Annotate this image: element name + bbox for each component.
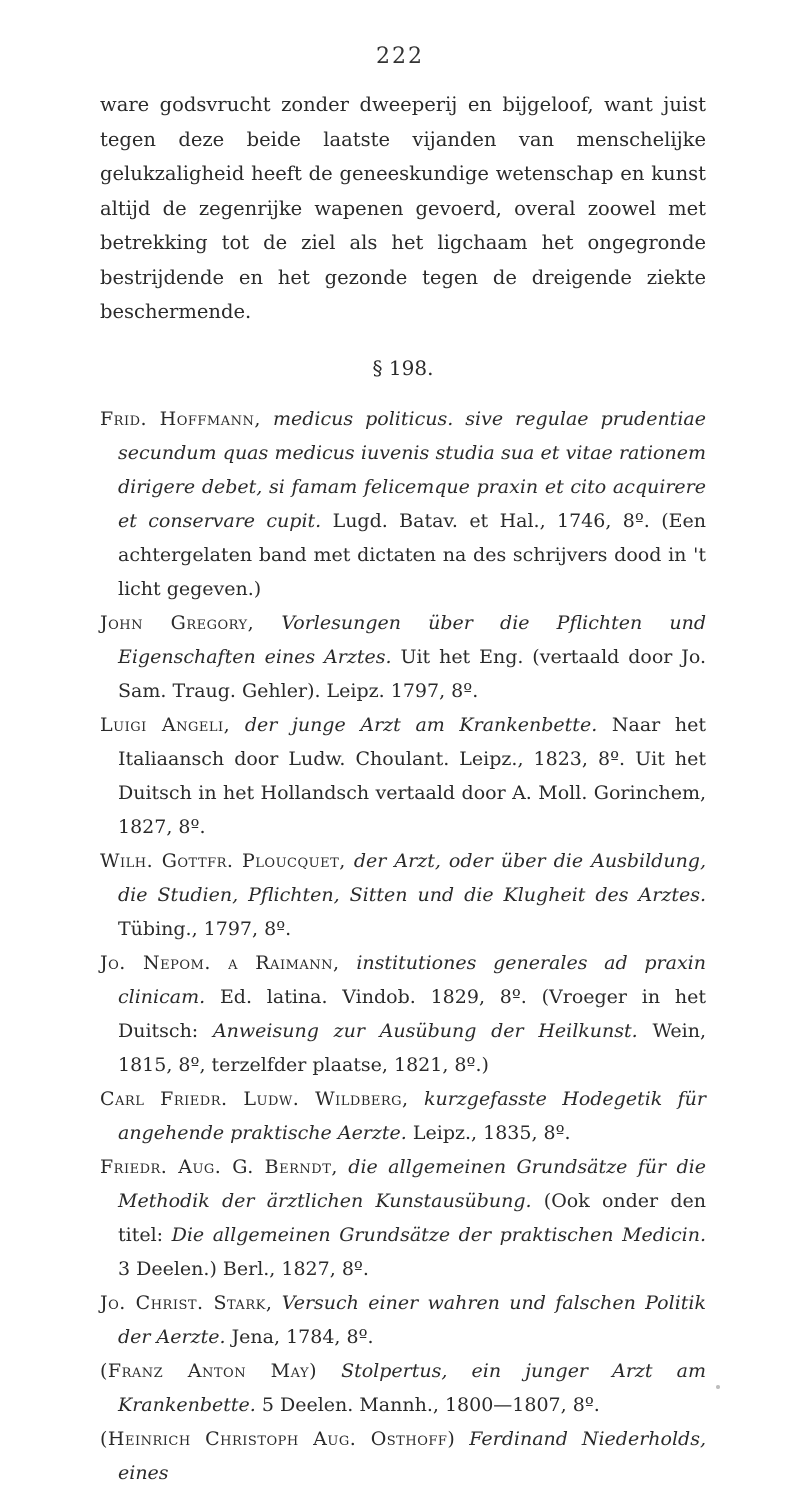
entry-author: Frid. Hoffmann, <box>100 407 261 430</box>
entry-title: Ferdinand Niederholds, eines <box>118 1427 706 1484</box>
intro-paragraph: ware godsvrucht zonder dweeperij en bijgeloof, want juist tegen deze beide laatste vijanden van menschelijke gelukzaligheid heeft de geneeskundige wetenschap en kunst altijd de zegenrijke wapenen gevoerd, overal zoowel met betrekking tot de ziel als het ligchaam het ongegronde bestrijdende en het gezonde tegen de dreigende ziekte beschermende. <box>100 93 706 323</box>
entry-alt-title: Die allgemeinen Grundsätze der praktischen Medicin. <box>171 1223 706 1246</box>
entry-author: Jo. Christ. Stark, <box>100 1291 273 1314</box>
entry-details: Uit het Eng. (vertaald door Jo. Sam. Traug. Gehler). Leipz. 1797, 8º. <box>118 645 707 702</box>
entry-details: Ed. latina. Vindob. 1829, 8º. (Vroeger in het Duitsch: <box>118 985 706 1042</box>
entry-title: die allgemeinen Grundsätze für die Methodik der ärztlichen Kunstausübung. <box>118 1155 706 1212</box>
entry-title: kurzgefasste Hodegetik für angehende praktische Aerzte. <box>118 1087 707 1144</box>
bibliography-entry <box>100 606 706 708</box>
page-number: 222 <box>376 44 424 69</box>
bibliography-entry <box>100 1082 706 1150</box>
entry-details: Tübing., 1797, 8º. <box>118 917 292 940</box>
entry-details: Naar het Italiaansch door Ludw. Choulant. Leipz., 1823, 8º. Uit het Duitsch in het Hollandsch vertaald door A. Moll. Gorinchem, 1827, 8º. <box>118 713 707 838</box>
entry-alt-title: Anweisung zur Ausübung der Heilkunst. <box>212 1019 638 1042</box>
entry-author: Jo. Nepom. a Raimann, <box>100 951 340 974</box>
bibliography-entry <box>100 946 706 1082</box>
entry-title: institutiones generales ad praxin clinicam. <box>118 951 706 1008</box>
entry-author: Luigi Angeli, <box>100 713 231 736</box>
bibliography-list <box>100 402 706 1490</box>
entry-title: Versuch einer wahren und falschen Politik der Aerzte. <box>118 1291 707 1348</box>
page-body <box>100 88 706 1490</box>
entry-alt-details: Wein, 1815, 8º, terzelfder plaatse, 1821, 8º.) <box>118 1019 707 1076</box>
entry-author: (Heinrich Christoph Aug. Osthoff) <box>100 1427 456 1450</box>
entry-details: Leipz., 1835, 8º. <box>412 1121 571 1144</box>
entry-details: (Ook onder den titel: <box>118 1189 706 1246</box>
entry-alt-details: 3 Deelen.) Berl., 1827, 8º. <box>118 1257 369 1280</box>
entry-details: Lugd. Batav. et Hal., 1746, 8º. (Een achtergelaten band met dictaten na des schrijvers dood in 't licht gegeven.) <box>118 509 706 600</box>
entry-title: medicus politicus. sive regulae prudentiae secundum quas medicus iuvenis studia sua et vitae rationem dirigere debet, si famam felicemque praxin et cito acquirere et conservare cupit. <box>118 407 706 532</box>
entry-author: Carl Friedr. Ludw. Wildberg, <box>100 1087 409 1110</box>
section-heading: § 198. <box>372 355 434 380</box>
paper-speck <box>716 1385 720 1389</box>
bibliography-entry <box>100 1286 706 1354</box>
bibliography-entry <box>100 1354 706 1422</box>
entry-author: (Franz Anton May) <box>100 1359 317 1382</box>
bibliography-entry <box>100 844 706 946</box>
entry-title: Vorlesungen über die Pflichten und Eigenschaften eines Arztes. <box>118 611 706 668</box>
entry-author: Friedr. Aug. G. Berndt, <box>100 1155 338 1178</box>
entry-details: Jena, 1784, 8º. <box>231 1325 374 1348</box>
entry-title: Stolpertus, ein junger Arzt am Krankenbette. <box>118 1359 706 1416</box>
entry-title: der junge Arzt am Krankenbette. <box>244 713 598 736</box>
entry-author: John Gregory, <box>100 611 255 634</box>
entry-details: 5 Deelen. Mannh., 1800—1807, 8º. <box>261 1393 600 1416</box>
bibliography-entry <box>100 1150 706 1286</box>
entry-author: Wilh. Gottfr. Ploucquet, <box>100 849 346 872</box>
bibliography-entry <box>100 402 706 606</box>
bibliography-entry <box>100 708 706 844</box>
entry-title: der Arzt, oder über die Ausbildung, die Studien, Pflichten, Sitten und die Klugheit des Arztes. <box>118 849 707 906</box>
bibliography-entry <box>100 1422 706 1490</box>
